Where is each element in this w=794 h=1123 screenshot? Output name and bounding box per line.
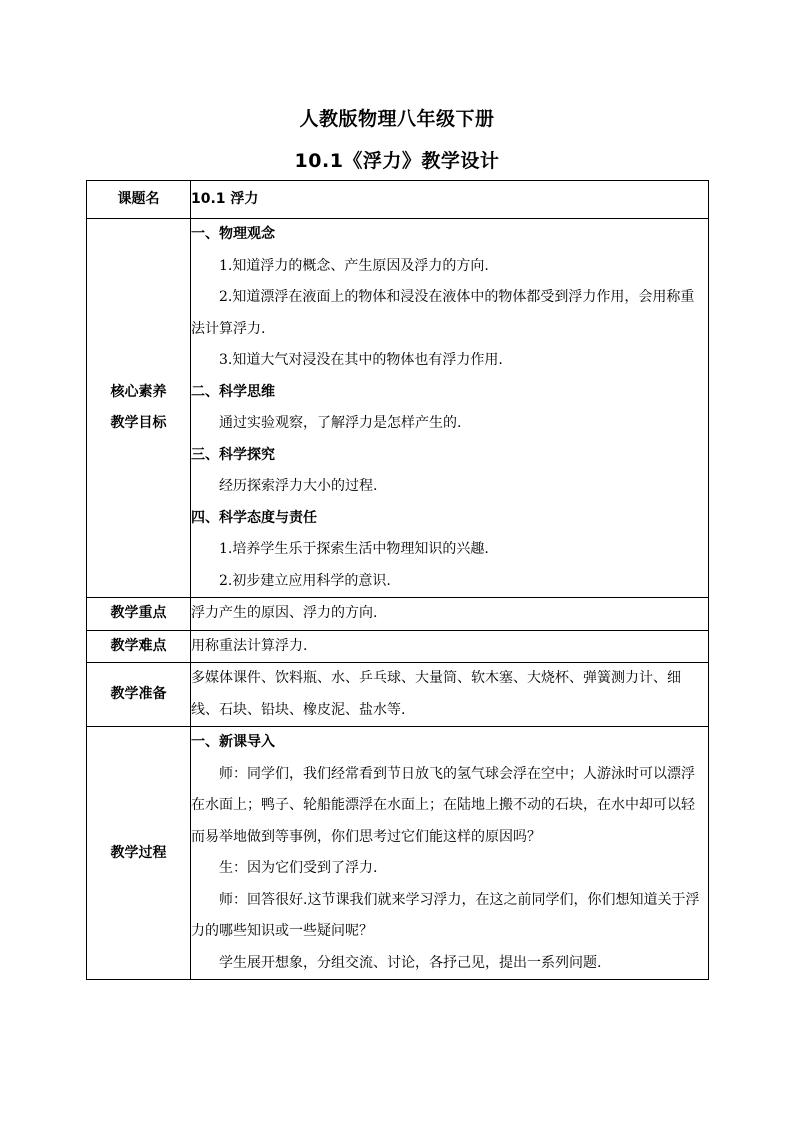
row-label-process: 教学过程 bbox=[87, 727, 191, 980]
process-paragraph-4: 学生展开想象，分组交流、讨论，各抒己见，提出一系列问题. bbox=[219, 954, 602, 971]
goals-label-line1: 核心素养 bbox=[110, 384, 167, 400]
table-row-difficulty bbox=[87, 630, 709, 663]
row-label-topic: 课题名 bbox=[87, 181, 191, 219]
process-content bbox=[191, 727, 709, 980]
goals-content bbox=[191, 219, 709, 598]
table-row-goals bbox=[87, 219, 709, 598]
process-paragraph-2: 生：因为它们受到了浮力. bbox=[219, 860, 378, 876]
row-label-difficulty: 教学难点 bbox=[87, 630, 191, 663]
process-heading-1: 一、新课导入 bbox=[191, 734, 275, 750]
goals-paragraph-5: 经历探索浮力大小的过程. bbox=[219, 478, 378, 494]
process-paragraph-3: 师：回答很好.这节课我们就来学习浮力，在这之前同学们，你们想知道关于浮力的哪些知识或一些疑问呢？ bbox=[191, 891, 700, 939]
preparation-value: 多媒体课件、饮料瓶、水、乒乓球、大量筒、软木塞、大烧杯、弹簧测力计、细线、石块、铅块、橡皮泥、盐水等. bbox=[191, 663, 709, 727]
document-subtitle: 10.1《浮力》教学设计 bbox=[294, 150, 500, 172]
goals-heading-3: 三、科学探究 bbox=[191, 446, 275, 463]
table-row-process bbox=[87, 727, 709, 980]
goals-paragraph-7: 2.初步建立应用科学的意识. bbox=[219, 572, 391, 589]
row-label-goals bbox=[87, 219, 191, 598]
difficulty-value: 用称重法计算浮力. bbox=[191, 630, 709, 663]
goals-heading-4: 四、科学态度与责任 bbox=[191, 509, 317, 526]
row-label-preparation: 教学准备 bbox=[87, 663, 191, 727]
table-row-topic bbox=[87, 181, 709, 219]
goals-paragraph-4: 通过实验观察，了解浮力是怎样产生的. bbox=[219, 415, 462, 431]
goals-paragraph-2: 2.知道漂浮在液面上的物体和浸没在液体中的物体都受到浮力作用，会用称重法计算浮力. bbox=[191, 289, 695, 337]
row-label-key-points: 教学重点 bbox=[87, 598, 191, 631]
goals-paragraph-3: 3.知道大气对浸没在其中的物体也有浮力作用. bbox=[219, 352, 503, 368]
goals-paragraph-1: 1.知道浮力的概念、产生原因及浮力的方向. bbox=[219, 257, 489, 274]
table-row-key-points bbox=[87, 598, 709, 631]
process-paragraph-1: 师：同学们，我们经常看到节日放飞的氢气球会浮在空中；人游泳时可以漂浮在水面上；鸭子、轮船能漂浮在水面上；在陆地上搬不动的石块，在水中却可以轻而易举地做到等事例，你们思考过它们能这样的原因吗？ bbox=[191, 765, 695, 845]
lesson-plan-table bbox=[86, 180, 709, 980]
goals-heading-2: 二、科学思维 bbox=[191, 383, 275, 400]
key-points-value: 浮力产生的原因、浮力的方向. bbox=[191, 598, 709, 631]
document-title: 人教版物理八年级下册 bbox=[299, 108, 495, 130]
goals-paragraph-6: 1.培养学生乐于探索生活中物理知识的兴趣. bbox=[219, 541, 489, 557]
topic-value bbox=[191, 181, 709, 219]
goals-heading-1: 一、物理观念 bbox=[191, 226, 275, 242]
goals-label-line2: 教学目标 bbox=[110, 415, 167, 431]
table-row-preparation bbox=[87, 663, 709, 727]
topic-text: 10.1 浮力 bbox=[191, 190, 259, 207]
